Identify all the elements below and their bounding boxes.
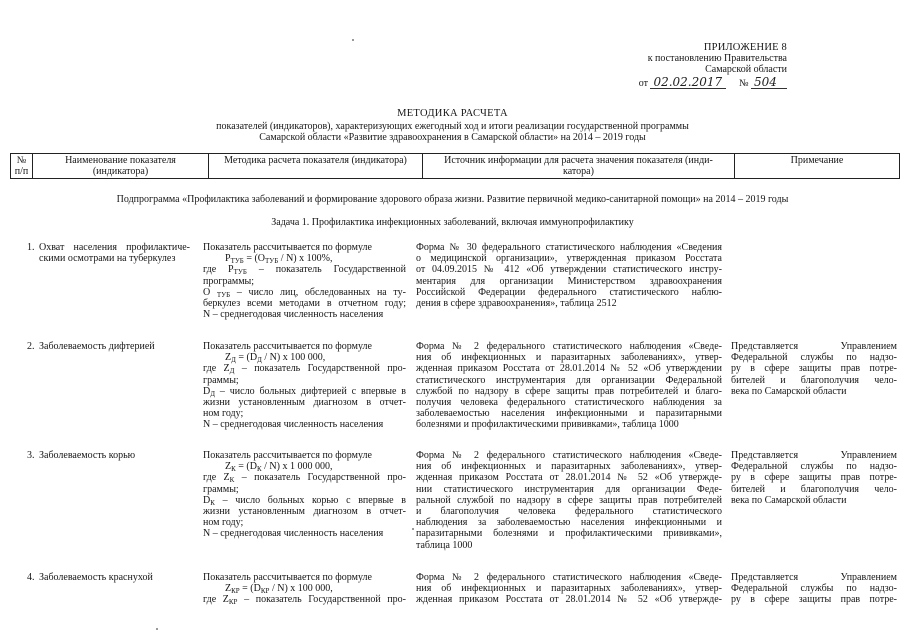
row-2-indicator-name: Заболеваемость дифтерией bbox=[39, 341, 155, 352]
row-4-note-line2: Федеральной службы по надзо- bbox=[731, 583, 897, 595]
header-note bbox=[735, 154, 900, 179]
row-2-source-line8: болезнями и профилактическими прививками», таблица 1000 bbox=[416, 419, 679, 431]
header-number-line2: п/п bbox=[14, 166, 29, 177]
row-2-method-line5: $D_Д$ – число больных дифтерией с впервые в bbox=[203, 385, 406, 398]
row-3-note-line5: века по Самарской области bbox=[731, 494, 847, 506]
row-4-formula: $Z_{КР} = (D_{КР} / N)$ x 100 000, bbox=[225, 583, 333, 596]
scan-speck bbox=[156, 628, 158, 630]
row-3-note-line4: бителей и благополучия чело- bbox=[731, 483, 897, 495]
appendix-from-label: от bbox=[638, 78, 648, 89]
row-3-indicator-name: Заболеваемость корью bbox=[39, 450, 136, 461]
row-2-method bbox=[203, 341, 406, 431]
task-heading: Задача 1. Профилактика инфекционных заболеваний, включая иммунопрофилактику bbox=[271, 217, 634, 228]
table-header-row bbox=[11, 154, 900, 179]
table-header bbox=[10, 153, 900, 179]
row-3-source-line9: таблица 1000 bbox=[416, 539, 473, 551]
row-3-method-line3: где $Z_К$ – показатель Государственной про- bbox=[203, 472, 406, 485]
row-3-note-line1: Представляется Управлением bbox=[731, 450, 897, 461]
row-4-indicator-name: Заболеваемость краснухой bbox=[39, 572, 153, 583]
row-2-number: 2. bbox=[27, 341, 35, 352]
row-3-formula: $Z_К = (D_К / N)$ x 1 000 000, bbox=[225, 461, 333, 474]
row-2-note-line3: ру в сфере защиты прав потре- bbox=[731, 363, 897, 375]
row-1-method-line3: где $P_{ТУБ}$ – показатель Государственной bbox=[203, 264, 406, 277]
row-3-source-line6: и благополучия человека федерального статистического bbox=[416, 506, 722, 518]
row-3-method-line8: N – среднегодовая численность населения bbox=[203, 528, 384, 540]
row-1-name-line1: Охват населения профилактиче- bbox=[39, 242, 190, 253]
appendix-line-resolution: к постановлению Правительства bbox=[647, 53, 787, 64]
row-2-method-line7: ном году; bbox=[203, 408, 244, 420]
row-3-note-line2: Федеральной службы по надзо- bbox=[731, 461, 897, 473]
scan-speck bbox=[352, 39, 354, 41]
row-3-source bbox=[416, 450, 722, 551]
row-3-method-line4: граммы; bbox=[203, 483, 239, 495]
row-1-name-line2: скими осмотрами на туберкулез bbox=[39, 253, 176, 265]
row-2-note-line1: Представляется Управлением bbox=[731, 341, 897, 352]
header-number-line1: № bbox=[16, 155, 27, 166]
row-3-source-line3: жденная приказом Росстата от 28.01.2014 № 52 «Об утвержде- bbox=[416, 472, 722, 484]
row-1-method-line6: беркулез всеми методами в отчетном году; bbox=[203, 298, 406, 310]
appendix-line-region: Самарской области bbox=[705, 64, 787, 75]
row-1-method-line1: Показатель рассчитывается по формуле bbox=[203, 242, 372, 253]
header-note-text: Примечание bbox=[790, 155, 844, 166]
document-subtitle-line2: Самарской области «Развитие здравоохранения в Самарской области» на 2014 – 2019 годы bbox=[259, 132, 646, 143]
row-3-method-line5: $D_К$ – число больных корью с впервые в bbox=[203, 494, 406, 507]
row-3-number: 3. bbox=[27, 450, 35, 461]
row-1-method-line5: O $_{ТУБ}$ – число лиц, обследованных на ту- bbox=[203, 286, 406, 299]
row-1-method-line7: N – среднегодовая численность населения bbox=[203, 309, 384, 321]
appendix-title: ПРИЛОЖЕНИЕ 8 bbox=[703, 42, 787, 53]
row-3-source-line2: ния об инфекционных и паразитарных заболеваниях», утвер- bbox=[416, 461, 722, 473]
row-4-source bbox=[416, 572, 722, 606]
row-2-method-line4: граммы; bbox=[203, 374, 239, 386]
row-2-source-line3: жденная приказом Росстата от 28.01.2014 № 52 «Об утверждении bbox=[416, 363, 722, 375]
row-4-method-line1: Показатель рассчитывается по формуле bbox=[203, 572, 372, 583]
row-4-source-line2: ния об инфекционных и паразитарных заболеваниях», утвер- bbox=[416, 583, 722, 595]
scan-speck bbox=[412, 528, 414, 530]
row-1-method bbox=[203, 242, 406, 320]
row-1-source-line3: от 04.09.2015 № 412 «Об утверждении статистического инстру- bbox=[416, 264, 722, 276]
row-3-source-line5: ральной службой по надзору в сфере защиты прав потребителей bbox=[416, 494, 722, 506]
appendix-number-label: № bbox=[738, 78, 749, 89]
handwritten-date: 02.02.2017 bbox=[650, 76, 726, 89]
row-2-note-line5: века по Самарской области bbox=[731, 385, 847, 397]
row-3-method bbox=[203, 450, 406, 540]
header-source-line2: катора) bbox=[563, 166, 594, 177]
row-1-source-line5: Российской Федерации федерального статистического наблю- bbox=[416, 286, 722, 298]
row-3-note-line3: ру в сфере защиты прав потре- bbox=[731, 472, 897, 484]
row-2-note-line4: бителей и благополучия чело- bbox=[731, 374, 897, 386]
row-2-source-line2: ния об инфекционных и паразитарных заболеваниях», утвер- bbox=[416, 352, 722, 364]
row-2-source bbox=[416, 341, 722, 431]
row-2-method-line3: где $Z_Д$ – показатель Государственной про- bbox=[203, 363, 406, 376]
row-4-note bbox=[731, 572, 897, 606]
row-1-source-line1: Форма № 30 федерального статистического наблюдения «Сведения bbox=[416, 242, 722, 253]
row-4-method bbox=[203, 572, 406, 606]
row-3-source-line4: нии статистического инструментария для организации Феде- bbox=[416, 483, 722, 495]
row-2-method-line8: N – среднегодовая численность населения bbox=[203, 419, 384, 431]
subprogram-heading: Подпрограмма «Профилактика заболеваний и формирование здорового образа жизни. Развитие первичной медико-санитарной помощи» на 2014 – 2019 годы bbox=[116, 194, 789, 205]
header-indicator-name-line2: (индикатора) bbox=[92, 166, 149, 177]
header-indicator-name bbox=[33, 154, 209, 179]
row-4-number: 4. bbox=[27, 572, 35, 583]
row-4-source-line3: жденная приказом Росстата от 28.01.2014 № 52 «Об утвержде- bbox=[416, 594, 722, 606]
row-2-formula: $Z_Д = (D_Д / N)$ x 100 000, bbox=[225, 352, 326, 365]
row-4-source-line1: Форма № 2 федерального статистического наблюдения «Сведе- bbox=[416, 572, 722, 583]
row-3-method-line6: жизни установленным диагнозом в отчет- bbox=[203, 506, 406, 518]
row-3-method-line7: ном году; bbox=[203, 517, 244, 529]
header-number bbox=[11, 154, 33, 179]
document-title: МЕТОДИКА РАСЧЕТА bbox=[397, 108, 508, 119]
row-2-source-line4: статистического инструментария для организации Федеральной bbox=[416, 374, 722, 386]
row-2-source-line6: получия человека федерального статистического наблюдения за bbox=[416, 397, 722, 409]
row-1-source bbox=[416, 242, 722, 309]
row-2-method-line6: жизни установленным диагнозом в отчет- bbox=[203, 397, 406, 409]
document-title-block bbox=[0, 108, 905, 143]
row-1-formula: $P_{ТУБ} = (O_{ТУБ} / N)$ x 100%, bbox=[225, 253, 333, 266]
row-4-note-line1: Представляется Управлением bbox=[731, 572, 897, 583]
row-1-source-line2: о медицинской организации», утвержденная приказом Росстата bbox=[416, 253, 722, 265]
row-2-note bbox=[731, 341, 897, 397]
header-indicator-name-line1: Наименование показателя bbox=[65, 155, 176, 166]
row-1-source-line4: ментария для организации Министерством здравоохранения bbox=[416, 275, 722, 287]
handwritten-number: 504 bbox=[751, 76, 787, 89]
header-source bbox=[423, 154, 735, 179]
row-2-note-line2: Федеральной службы по надзо- bbox=[731, 352, 897, 364]
document-subtitle-line1: показателей (индикаторов), характеризующих ежегодный ход и итоги реализации государственной программы bbox=[216, 121, 689, 132]
header-source-line1: Источник информации для расчета значения показателя (инди- bbox=[444, 155, 713, 166]
row-4-method-line3: где $Z_{КР}$ – показатель Государственной про- bbox=[203, 594, 406, 607]
row-3-method-line1: Показатель рассчитывается по формуле bbox=[203, 450, 372, 461]
row-1-indicator-name bbox=[39, 242, 190, 264]
row-1-method-line4: программы; bbox=[203, 275, 255, 287]
row-3-source-line7: наблюдения за заболеваемостью населения инфекционными и bbox=[416, 517, 722, 529]
row-2-source-line1: Форма № 2 федерального статистического наблюдения «Сведе- bbox=[416, 341, 722, 352]
row-1-number: 1. bbox=[27, 242, 35, 253]
row-3-source-line1: Форма № 2 федерального статистического наблюдения «Сведе- bbox=[416, 450, 722, 461]
row-1-source-line6: дения в сфере здравоохранения», таблица 2512 bbox=[416, 298, 617, 310]
header-method bbox=[209, 154, 423, 179]
header-method-text: Методика расчета показателя (индикатора) bbox=[224, 155, 407, 166]
row-3-note bbox=[731, 450, 897, 506]
appendix-date-number-line bbox=[639, 76, 787, 89]
row-3-source-line8: паразитарными болезнями и профилактическими прививками», bbox=[416, 528, 722, 540]
row-2-source-line7: заболеваемостью населения инфекционными и паразитарными bbox=[416, 408, 722, 420]
row-4-note-line3: ру в сфере защиты прав потре- bbox=[731, 594, 897, 606]
row-2-method-line1: Показатель рассчитывается по формуле bbox=[203, 341, 372, 352]
row-2-source-line5: службой по надзору в сфере защиты прав потребителей и благо- bbox=[416, 385, 722, 397]
